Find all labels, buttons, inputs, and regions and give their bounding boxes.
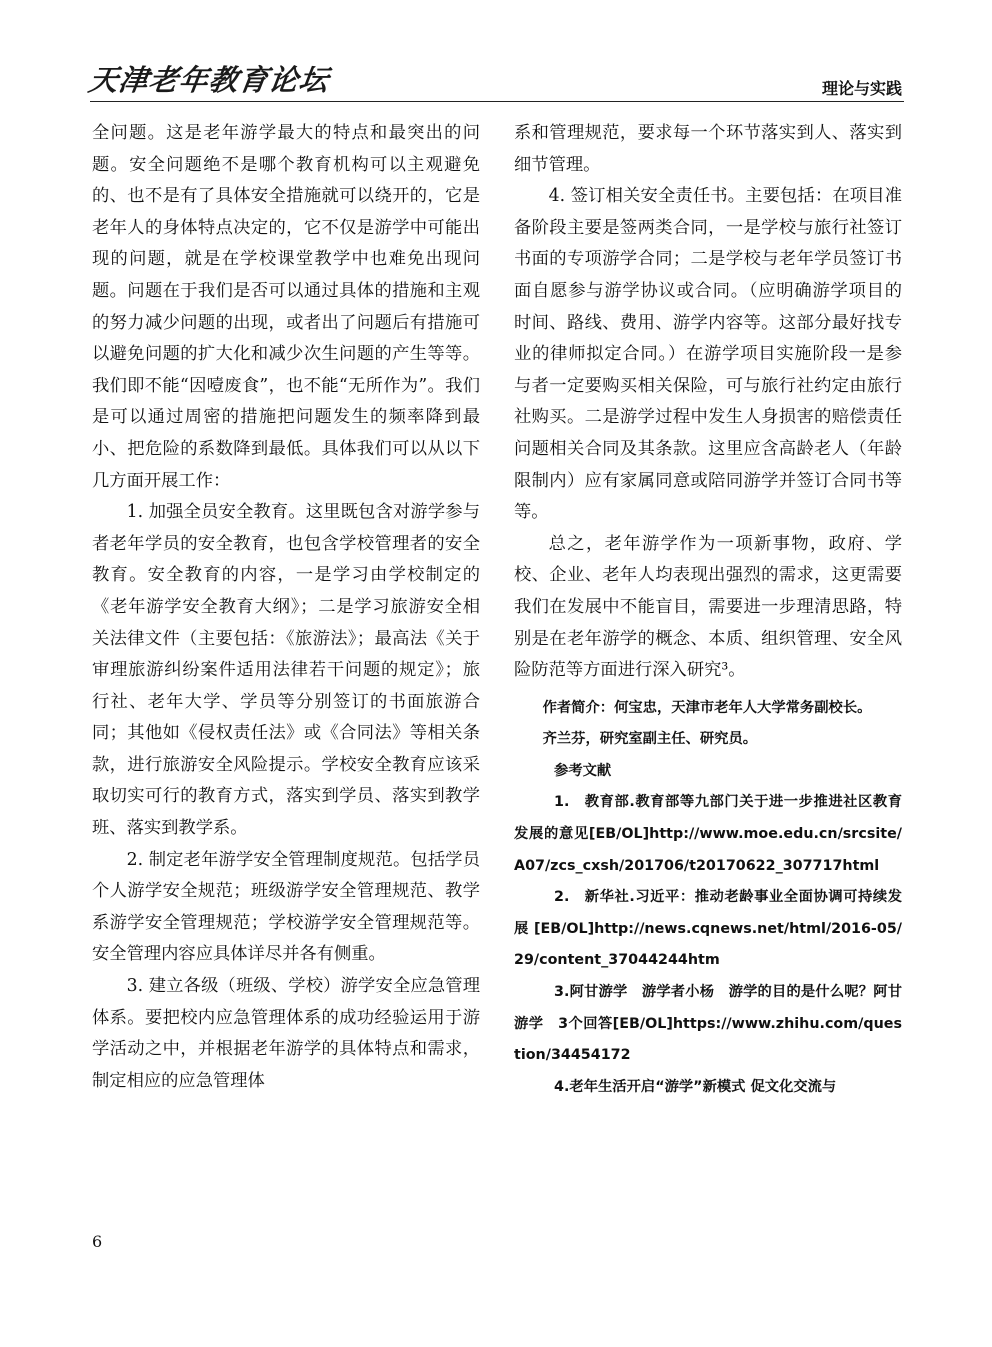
reference-item: 3.阿甘游学 游学者小杨 游学的目的是什么呢？阿甘游学 3个回答[EB/OL]https://www.zhihu.com/question/34454172	[514, 984, 902, 1064]
left-column	[92, 118, 480, 1097]
paragraph: 系和管理规范，要求每一个环节落实到人、落实到细节管理。	[514, 123, 902, 175]
page-number: 6	[92, 1232, 103, 1251]
header-rule	[90, 101, 904, 102]
reference-item: 1. 教育部.教育部等九部门关于进一步推进社区教育发展的意见[EB/OL]http://www.moe.edu.cn/srcsite/A07/zcs_cxsh/201706/t20170622_307717html	[514, 794, 902, 874]
reference-item: 2. 新华社.习近平：推动老龄事业全面协调可持续发展[EB/OL]http://news.cqnews.net/html/2016-05/29/content_37044244htm	[514, 889, 902, 969]
author-bio-label: 作者简介：	[542, 699, 615, 716]
paragraph: 总之，老年游学作为一项新事物，政府、学校、企业、老年人均表现出强烈的需求，这更需要我们在发展中不能盲目，需要进一步理清思路，特别是在老年游学的概念、本质、组织管理、安全风险防范等方面进行深入研究³。	[514, 533, 902, 681]
paragraph: 3. 建立各级（班级、学校）游学安全应急管理体系。要把校内应急管理体系的成功经验运用于游学活动之中，并根据老年游学的具体特点和需求，制定相应的应急管理体	[92, 976, 480, 1091]
paragraph: 全问题。这是老年游学最大的特点和最突出的问题。安全问题绝不是哪个教育机构可以主观避免的、也不是有了具体安全措施就可以绕开的，它是老年人的身体特点决定的，它不仅是游学中可能出现的问题，就是在学校课堂教学中也难免出现问题。问题在于我们是否可以通过具体的措施和主观的努力减少问题的出现，或者出了问题后有措施可以避免问题的扩大化和减少次生问题的产生等等。我们即不能“因噎废食”，也不能“无所作为”。我们是可以通过周密的措施把问题发生的频率降到最小、把危险的系数降到最低。具体我们可以从以下几方面开展工作：	[92, 123, 480, 491]
right-column	[514, 118, 902, 1103]
author-bio	[514, 693, 902, 725]
reference-item: 4.老年生活开启“游学”新模式 促文化交流与	[554, 1078, 837, 1095]
paragraph: 1. 加强全员安全教育。这里既包含对游学参与者老年学员的安全教育，也包含学校管理者的安全教育。安全教育的内容，一是学习由学校制定的《老年游学安全教育大纲》；二是学习旅游安全相关法律文件（主要包括：《旅游法》；最高法《关于审理旅游纠纷案件适用法律若干问题的规定》；旅行社、老年大学、学员等分别签订的书面旅游合同；其他如《侵权责任法》或《合同法》等相关条款，进行旅游安全风险提示。学校安全教育应该采取切实可行的教育方式，落实到学员、落实到教学班、落实到教学系。	[92, 502, 480, 839]
author-bio-line1: 何宝忠，天津市老年人大学常务副校长。	[614, 699, 872, 716]
journal-title: 天津老年教育论坛	[86, 63, 332, 97]
paragraph: 2. 制定老年游学安全管理制度规范。包括学员个人游学安全规范；班级游学安全管理规范、教学系游学安全管理规范；学校游学安全管理规范等。安全管理内容应具体详尽并各有侧重。	[92, 849, 480, 965]
section-label: 理论与实践	[821, 79, 902, 98]
author-bio-line2: 齐兰芬，研究室副主任、研究员。	[542, 731, 758, 748]
paragraph: 4. 签订相关安全责任书。主要包括：在项目准备阶段主要是签两类合同，一是学校与旅行社签订书面的专项游学合同；二是学校与老年学员签订书面自愿参与游学协议或合同。（应明确游学项目的时间、路线、费用、游学内容等。这部分最好找专业的律师拟定合同。）在游学项目实施阶段一是参与者一定要购买相关保险，可与旅行社约定由旅行社购买。二是游学过程中发生人身损害的赔偿责任问题相关合同及其条款。这里应含高龄老人（年龄限制内）应有家属同意或陪同游学并签订合同书等等。	[514, 186, 902, 523]
references-title: 参考文献	[554, 762, 612, 779]
